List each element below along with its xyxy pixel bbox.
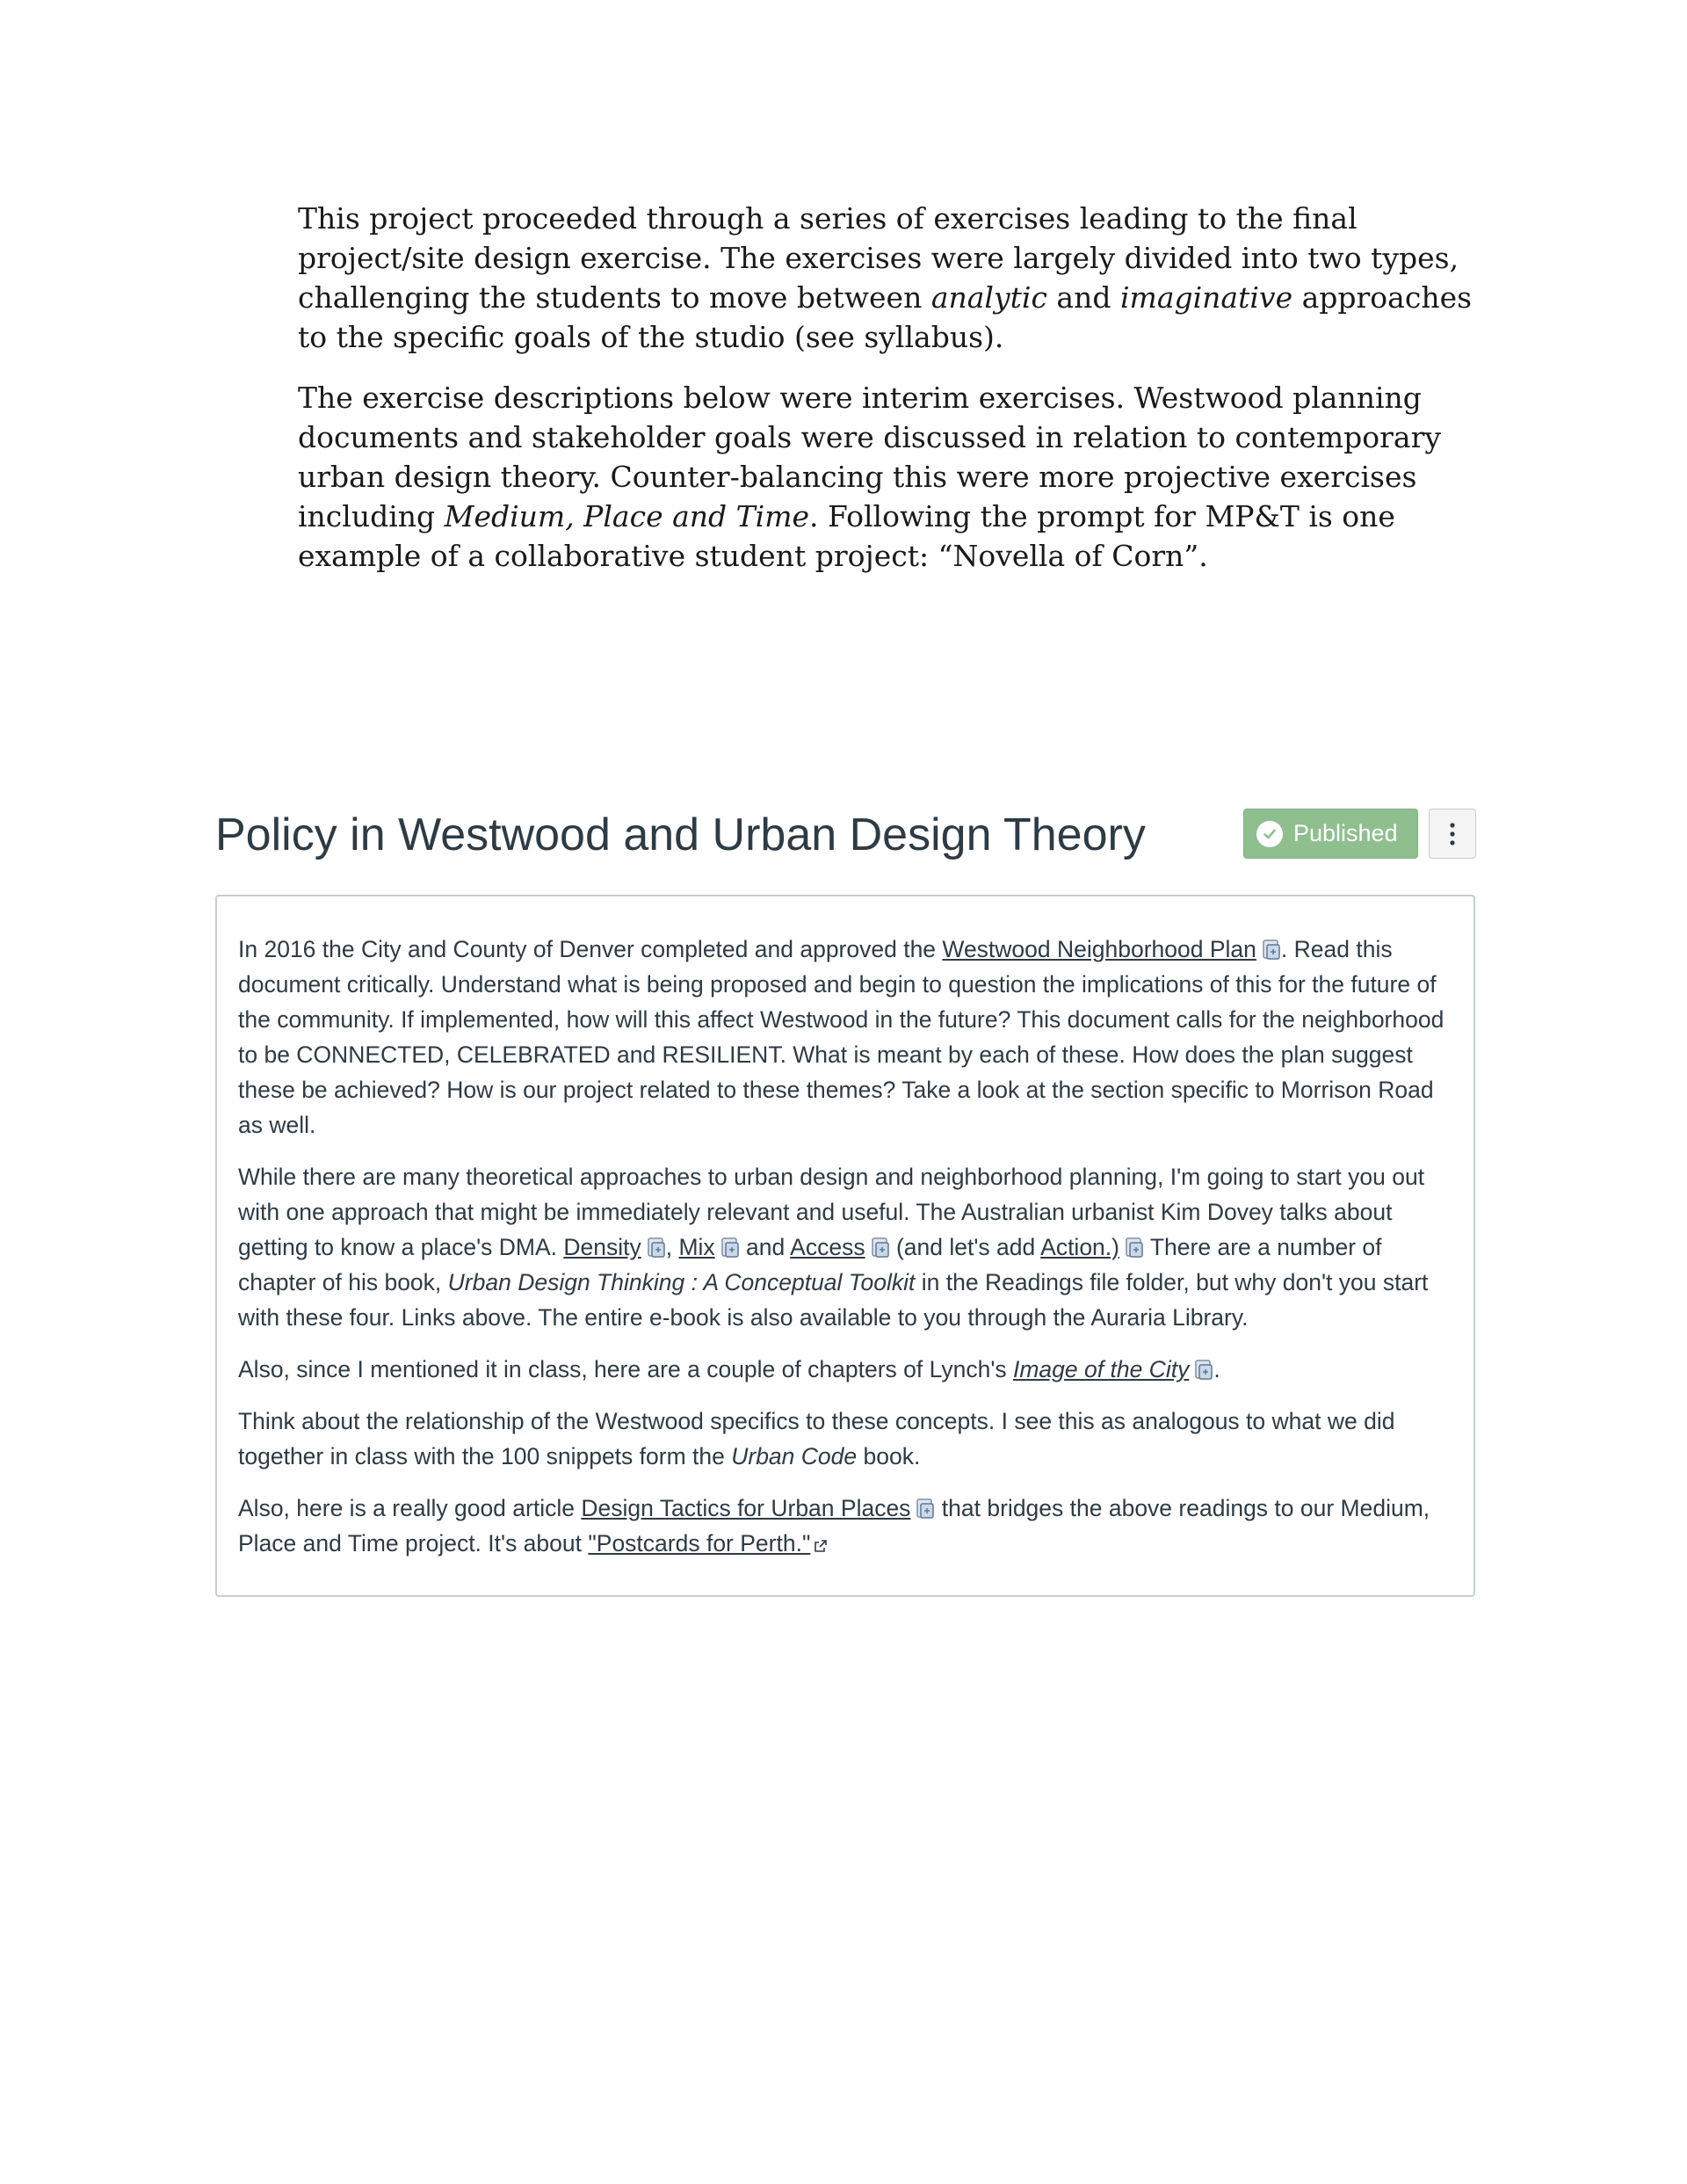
content-text: . Read this document critically. Understand what is being proposed and begin to question the implications of this for the future of the community. If implemented, how will this affect Westwood in the future? This document calls for the neighborhood to be CONNECTED, CELEBRATED and RESILIENT. What is meant by each of these. How does the plan suggest these be achieved? How is our project related to these themes? Take a look at the section specific to Morrison Road as well.: [238, 936, 1444, 1138]
intro-section: [298, 199, 1480, 597]
page-content: [215, 895, 1475, 1597]
intro-emphasis-mpt: Medium, Place and Time: [444, 499, 810, 533]
content-paragraph-5: [238, 1491, 1454, 1561]
file-preview-icon[interactable]: [916, 1498, 935, 1520]
content-text: Think about the relationship of the Westwood specifics to these concepts. I see this as analogous to what we did together in class with the 100 snippets form the: [238, 1408, 1395, 1469]
content-text: In 2016 the City and County of Denver completed and approved the: [238, 936, 943, 962]
content-text: While there are many theoretical approaches to urban design and neighborhood planning, I'm going to start you out with one approach that might be immediately relevant and useful. The Australian urbanist Kim Dovey talks about getting to know a place's DMA.: [238, 1164, 1425, 1260]
book-title-urban-design-thinking: Urban Design Thinking : A Conceptual Toolkit: [447, 1269, 916, 1295]
header-actions: [1243, 809, 1476, 859]
content-text: Also, since I mentioned it in class, here are a couple of chapters of Lynch's: [238, 1356, 1013, 1382]
intro-text: . Following the prompt for MP&T is one example of a collaborative student project: “Novella of Corn”.: [298, 499, 1395, 573]
kebab-vertical-icon: [1449, 822, 1456, 846]
link-postcards-for-perth[interactable]: "Postcards for Perth.": [588, 1530, 811, 1556]
external-link-icon: [814, 1539, 828, 1553]
intro-text: approaches to the specific goals of the studio (see syllabus).: [298, 280, 1473, 354]
file-preview-icon[interactable]: [647, 1237, 666, 1259]
content-text: that bridges the above readings to our Medium, Place and Time project. It's about: [238, 1495, 1430, 1556]
published-button[interactable]: [1243, 809, 1418, 859]
link-image-of-the-city[interactable]: [1013, 1356, 1189, 1382]
link-action[interactable]: Action.): [1040, 1234, 1119, 1260]
file-preview-icon[interactable]: [1262, 940, 1281, 961]
intro-text: This project proceeded through a series of exercises leading to the final project/site design exercise. The exercises were largely divided into two types, challenging the students to move between: [298, 201, 1459, 315]
intro-text: The exercise descriptions below were interim exercises. Westwood planning documents and stakeholder goals were discussed in relation to contemporary urban design theory. Counter-balancing this were more projective exercises including: [298, 381, 1442, 533]
file-preview-icon[interactable]: [1125, 1237, 1144, 1259]
content-paragraph-3: [238, 1352, 1454, 1387]
check-circle-icon: [1256, 821, 1283, 847]
content-text: and: [739, 1234, 791, 1260]
intro-emphasis-imaginative: imaginative: [1119, 280, 1293, 315]
content-text: (and let's add: [889, 1234, 1041, 1260]
page-title: Policy in Westwood and Urban Design Theory: [215, 809, 1146, 860]
link-density[interactable]: Density: [563, 1234, 641, 1260]
intro-paragraph-2: [298, 378, 1480, 576]
content-paragraph-2: [238, 1159, 1454, 1335]
file-preview-icon[interactable]: [871, 1237, 890, 1259]
content-text: Also, here is a really good article: [238, 1495, 582, 1521]
content-paragraph-4: [238, 1404, 1454, 1474]
intro-text: and: [1046, 280, 1120, 315]
file-preview-icon[interactable]: [720, 1237, 740, 1259]
content-text: in the Readings file folder, but why don't you start with these four. Links above. The entire e-book is also available to you through the Auraria Library.: [238, 1269, 1429, 1331]
content-text: There are a number of chapter of his book,: [238, 1234, 1382, 1295]
more-options-button[interactable]: [1429, 809, 1476, 859]
book-title-urban-code: Urban Code: [731, 1443, 858, 1469]
file-preview-icon[interactable]: [1194, 1360, 1213, 1381]
intro-emphasis-analytic: analytic: [930, 280, 1047, 315]
link-access[interactable]: Access: [790, 1234, 865, 1260]
link-westwood-neighborhood-plan[interactable]: Westwood Neighborhood Plan: [942, 936, 1256, 962]
published-label: Published: [1293, 820, 1398, 846]
content-text: .: [1213, 1356, 1220, 1382]
link-mix[interactable]: Mix: [678, 1234, 715, 1260]
link-image-of-the-city-label: Image of the City: [1013, 1356, 1190, 1382]
content-text: ,: [665, 1234, 679, 1260]
content-paragraph-1: [238, 932, 1454, 1143]
link-design-tactics-for-urban-places[interactable]: Design Tactics for Urban Places: [581, 1495, 911, 1521]
content-text: book.: [857, 1443, 921, 1469]
intro-paragraph-1: [298, 199, 1480, 357]
